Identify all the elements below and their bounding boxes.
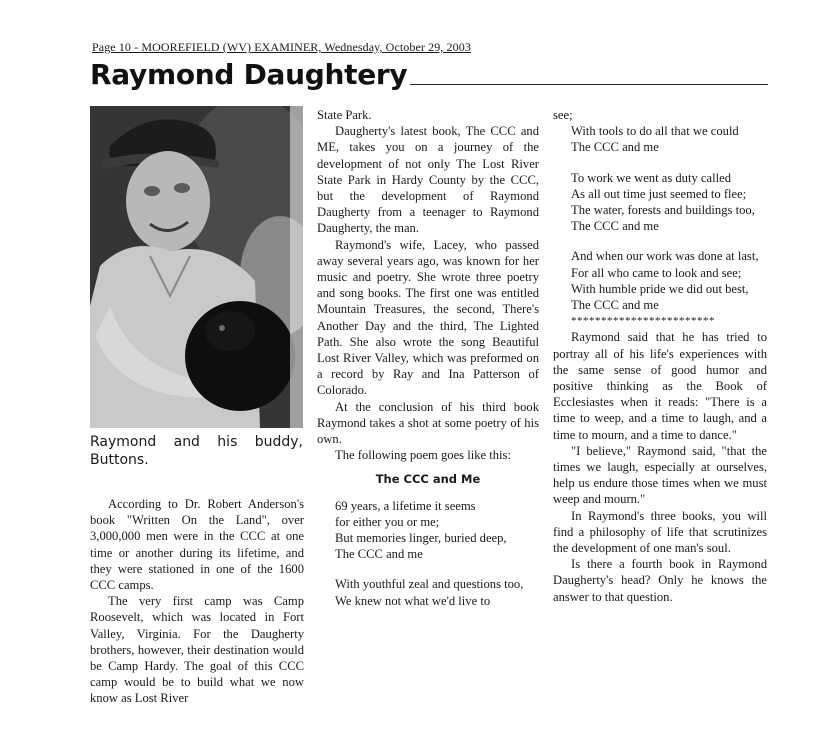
poem-line: With youthful zeal and questions too, [335,577,524,592]
poem-line: The CCC and me [571,219,659,234]
column-3 [553,107,767,605]
paragraph: State Park. [317,108,372,122]
poem-title: The CCC and Me [375,472,481,487]
paragraph: Raymond said that he has tried to portray all of his life's experiences with the same sense of good humor and positive thinking as the Book of Ecclesiastes when it reads: "There is a time to weep, and a time to laugh, and a time to mourn, and a time to dance." [553,330,767,442]
poem-line: But memories linger, buried deep, [335,531,507,546]
title-rule [410,84,768,85]
poem-line: As all out time just seemed to flee; [571,186,747,201]
poem-line: With humble pride we did out best, [571,281,749,296]
section-divider: ************************ [571,315,715,328]
poem-line: With tools to do all that we could [571,124,739,139]
column-1 [90,496,304,707]
stanza-gap [317,562,539,576]
poem-part-2 [553,107,767,313]
paragraph: At the conclusion of his third book Raymond takes a shot at some poetry of his own. [317,399,539,447]
paragraph: Is there a fourth book in Raymond Daugherty's head? Only he knows the answer to that question. [553,557,767,604]
paragraph: Daugherty's latest book, The CCC and ME, takes you on a journey of the development of not only The Lost River State Park in Hardy County by the CCC, but the development of Raymond Daugherty from a teenager to Raymond Daugherty, the man. [317,124,539,236]
paragraph: Raymond's wife, Lacey, who passed away several years ago, was known for her music and poetry. She wrote three poetry and song books. The first one was entitled Mountain Treasures, the second, There's Another Day and the third, The Lighted Path. She also wrote the song Beautiful Lost River Valley, which was preformed on a record by Ray and Ina Patterson of Colorado. [317,237,539,398]
paragraph: The following poem goes like this: [335,448,511,463]
poem-line: And when our work was done at last, [571,249,759,264]
paragraph: The very first camp was Camp Roosevelt, which was located in Fort Valley, Virginia. For the Daugherty brothers, however, their destination would be Camp Hardy. The goal of this CCC camp would be to build what we now know as Lost River [90,594,304,706]
poem-part-1 [317,498,539,609]
stanza-gap [553,234,767,248]
poem-line: We knew not what we'd live to [335,593,491,608]
poem-line: The water, forests and buildings too, [571,203,755,218]
stanza-gap [553,156,767,170]
photo-image [90,106,303,428]
poem-line: The CCC and me [571,298,659,313]
column-2 [317,107,539,609]
poem-line: To work we went as duty called [571,170,731,185]
poem-line: The CCC and me [571,140,659,155]
page-header [92,40,471,55]
poem-line: The CCC and me [335,547,423,562]
poem-line: For all who came to look and see; [571,265,742,280]
paragraph: According to Dr. Robert Anderson's book "Written On the Land", over 3,000,000 men were in the CCC at one time or another during its lifetime, and they were stationed in one of the 1600 CCC camps. [90,497,304,593]
article-title: Raymond Daughtery [90,58,408,91]
photo-caption: Raymond and his buddy, Buttons. [90,434,303,468]
paragraph: "I believe," Raymond said, "that the times we laugh, especially at ourselves, help us endure those times when we must weep and mourn." [553,443,767,507]
article-photo [90,106,303,428]
poem-line: for either you or me; [335,514,440,529]
poem-line: see; [553,108,573,122]
poem-line: 69 years, a lifetime it seems [335,498,476,513]
page-header-text: Page 10 - MOOREFIELD (WV) EXAMINER, Wednesday, October 29, 2003 [92,40,471,54]
paragraph: In Raymond's three books, you will find a philosophy of life that scrutinizes the development of one man's soul. [553,508,767,556]
